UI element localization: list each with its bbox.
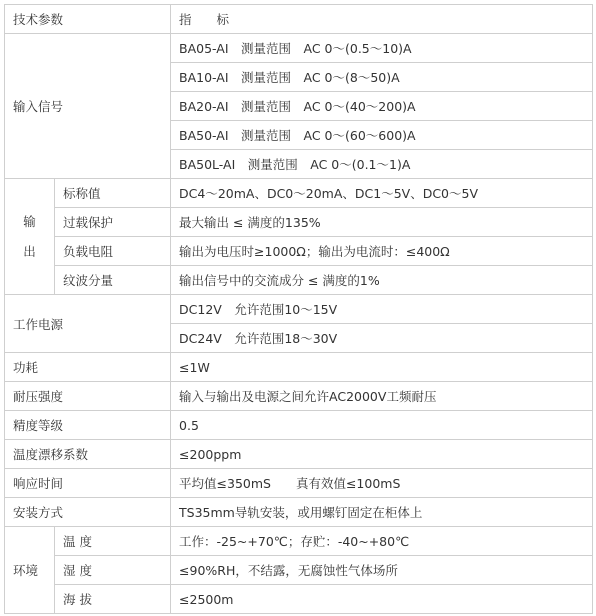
table-row <box>5 266 593 295</box>
header-indicator: 指 标 <box>171 5 593 34</box>
table-row <box>5 440 593 469</box>
power-consumption-value: ≤1W <box>171 353 593 382</box>
power-consumption-label: 功耗 <box>5 353 171 382</box>
output-label <box>5 179 55 295</box>
table-row <box>5 556 593 585</box>
output-item-value: 输出信号中的交流成分 ≤ 满度的1% <box>171 266 593 295</box>
environment-item-value: ≤90%RH，不结露，无腐蚀性气体场所 <box>171 556 593 585</box>
temp-drift-label: 温度漂移系数 <box>5 440 171 469</box>
output-item-value: DC4～20mA、DC0～20mA、DC1～5V、DC0～5V <box>171 179 593 208</box>
environment-item-value: ≤2500m <box>171 585 593 614</box>
accuracy-value: 0.5 <box>171 411 593 440</box>
table-row <box>5 353 593 382</box>
table-row <box>5 585 593 614</box>
withstand-voltage-value: 输入与输出及电源之间允许AC2000V工频耐压 <box>171 382 593 411</box>
output-label-top: 输 <box>23 213 36 229</box>
accuracy-label: 精度等级 <box>5 411 171 440</box>
table-row <box>5 295 593 324</box>
output-item-name: 负载电阻 <box>55 237 171 266</box>
output-item-name: 纹波分量 <box>55 266 171 295</box>
table-row <box>5 469 593 498</box>
spec-table <box>4 4 593 614</box>
table-row <box>5 527 593 556</box>
table-row <box>5 382 593 411</box>
table-row <box>5 208 593 237</box>
output-item-name: 标称值 <box>55 179 171 208</box>
response-time-label: 响应时间 <box>5 469 171 498</box>
output-item-value: 最大输出 ≤ 满度的135% <box>171 208 593 237</box>
table-row <box>5 498 593 527</box>
environment-label: 环境 <box>5 527 55 614</box>
mounting-label: 安装方式 <box>5 498 171 527</box>
header-row <box>5 5 593 34</box>
input-signal-value: BA20-AI 测量范围 AC 0～(40～200)A <box>171 92 593 121</box>
environment-item-name: 海 拔 <box>55 585 171 614</box>
output-item-name: 过载保护 <box>55 208 171 237</box>
response-time-value: 平均值≤350mS 真有效值≤100mS <box>171 469 593 498</box>
output-label-bottom: 出 <box>23 243 36 259</box>
input-signal-value: BA50L-AI 测量范围 AC 0～(0.1～1)A <box>171 150 593 179</box>
input-signal-value: BA50-AI 测量范围 AC 0～(60～600)A <box>171 121 593 150</box>
mounting-value: TS35mm导轨安装，或用螺钉固定在柜体上 <box>171 498 593 527</box>
environment-item-name: 湿 度 <box>55 556 171 585</box>
power-supply-value: DC12V 允许范围10～15V <box>171 295 593 324</box>
power-supply-label: 工作电源 <box>5 295 171 353</box>
input-signal-value: BA05-AI 测量范围 AC 0～(0.5～10)A <box>171 34 593 63</box>
input-signal-value: BA10-AI 测量范围 AC 0～(8～50)A <box>171 63 593 92</box>
environment-item-name: 温 度 <box>55 527 171 556</box>
table-row <box>5 411 593 440</box>
table-row <box>5 237 593 266</box>
table-row <box>5 179 593 208</box>
temp-drift-value: ≤200ppm <box>171 440 593 469</box>
header-param: 技术参数 <box>5 5 171 34</box>
environment-item-value: 工作：-25~+70℃；存贮：-40~+80℃ <box>171 527 593 556</box>
power-supply-value: DC24V 允许范围18～30V <box>171 324 593 353</box>
table-row <box>5 34 593 63</box>
output-item-value: 输出为电压时≥1000Ω；输出为电流时：≤400Ω <box>171 237 593 266</box>
input-signal-label: 输入信号 <box>5 34 171 179</box>
withstand-voltage-label: 耐压强度 <box>5 382 171 411</box>
